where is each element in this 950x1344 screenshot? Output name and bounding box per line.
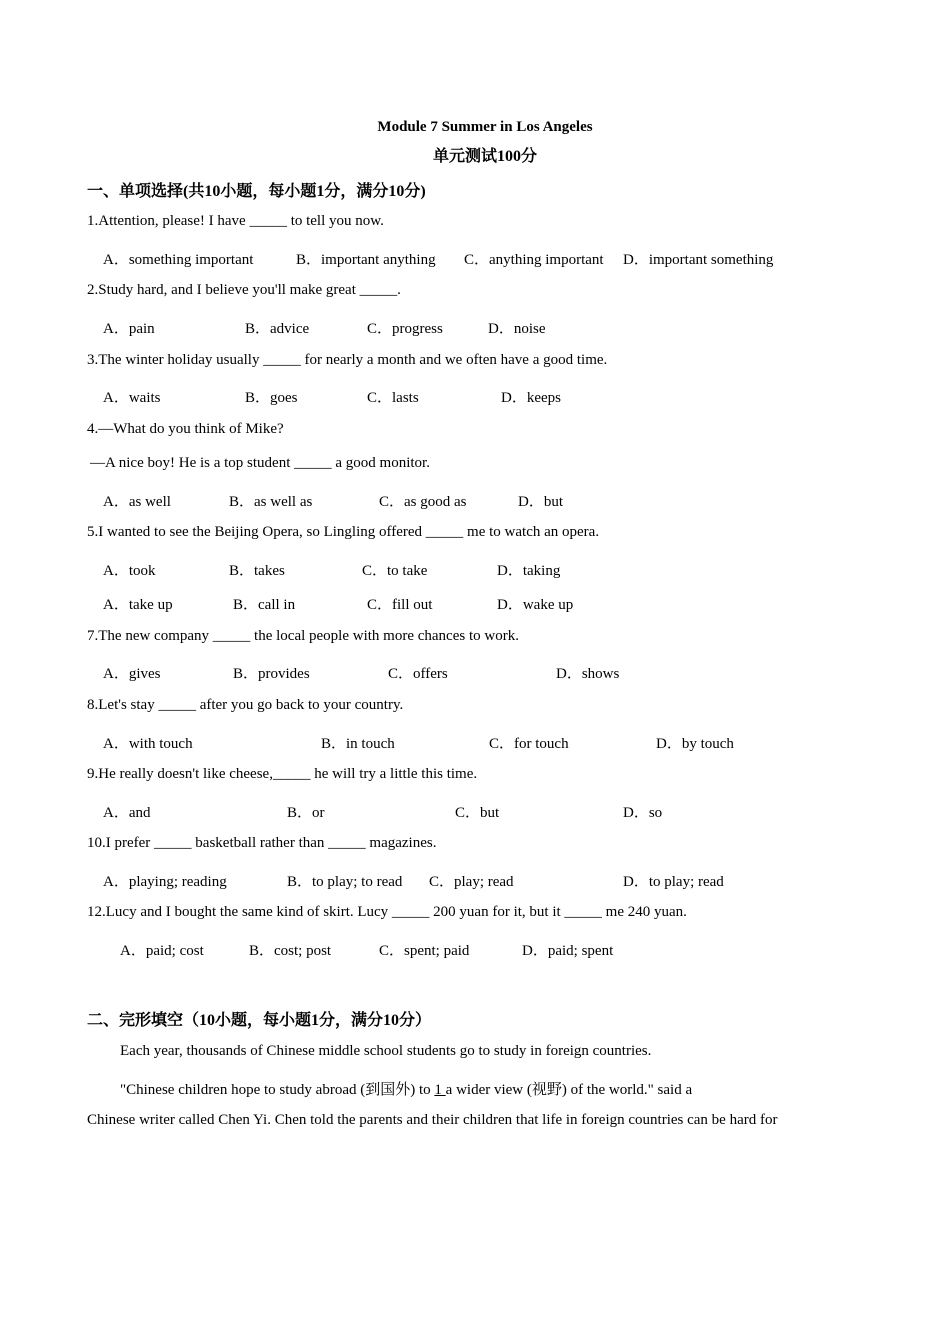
q10-option-a: A．playing; reading <box>103 874 227 890</box>
q2-option-a: A．pain <box>103 321 155 337</box>
q2-option-d: D．noise <box>488 321 546 337</box>
q4-option-a: A．as well <box>103 494 171 510</box>
q12-option-c: C．spent; paid <box>379 943 470 959</box>
passage-line-3: Chinese writer called Chen Yi. Chen told the parents and their children that life in foreign countries can be hard for <box>87 1112 778 1128</box>
question-2-stem: 2.Study hard, and I believe you'll make great _____. <box>87 282 401 298</box>
q5-option-b: B．takes <box>229 563 285 579</box>
q8-option-b: B．in touch <box>321 736 395 752</box>
q10-option-d: D．to play; read <box>623 874 724 890</box>
question-4-stem: 4.—What do you think of Mike? <box>87 421 284 437</box>
question-1-stem: 1.Attention, please! I have _____ to tell you now. <box>87 213 384 229</box>
blank-1: 1 <box>434 1082 446 1098</box>
q7-option-a: A．gives <box>103 666 161 682</box>
q1-option-c: C．anything important <box>464 252 604 268</box>
title-chinese: 单元测试100分 <box>432 148 537 165</box>
q10-option-b: B．to play; to read <box>287 874 403 890</box>
question-12-stem: 12.Lucy and I bought the same kind of skirt. Lucy _____ 200 yuan for it, but it _____ me 240 yuan. <box>87 904 687 920</box>
q5-option-c: C．to take <box>362 563 428 579</box>
passage-line-2 <box>120 1078 692 1099</box>
q8-option-c: C．for touch <box>489 736 569 752</box>
q12-option-a: A．paid; cost <box>120 943 204 959</box>
question-7-stem: 7.The new company _____ the local people with more chances to work. <box>87 628 519 644</box>
q9-option-b: B．or <box>287 805 325 821</box>
q8-option-a: A．with touch <box>103 736 193 752</box>
q3-option-a: A．waits <box>103 390 161 406</box>
q1-option-a: A．something important <box>103 252 254 268</box>
section-1-heading: 一、单项选择(共10小题，每小题1分，满分10分) <box>87 183 426 200</box>
question-5-stem: 5.I wanted to see the Beijing Opera, so Lingling offered _____ me to watch an opera. <box>87 524 600 540</box>
q7-option-b: B．provides <box>233 666 310 682</box>
q1-option-d: D．important something <box>623 252 774 268</box>
q9-option-c: C．but <box>455 805 500 821</box>
question-9-stem: 9.He really doesn't like cheese,_____ he will try a little this time. <box>87 766 478 782</box>
passage-line-1: Each year, thousands of Chinese middle school students go to study in foreign countries. <box>120 1043 652 1059</box>
q6-option-b: B．call in <box>233 597 296 613</box>
q12-option-b: B．cost; post <box>249 943 332 959</box>
q6-option-d: D．wake up <box>497 597 574 613</box>
q4-option-d: D．but <box>518 494 564 510</box>
q3-option-c: C．lasts <box>367 390 419 406</box>
q4-option-b: B．as well as <box>229 494 313 510</box>
q5-option-d: D．taking <box>497 563 561 579</box>
passage-line-2-end: a wider view (视野) of the world." said a <box>445 1082 693 1098</box>
q7-option-d: D．shows <box>556 666 620 682</box>
q9-option-a: A．and <box>103 805 151 821</box>
passage-line-2-start: "Chinese children hope to study abroad (到国外) to <box>120 1082 435 1098</box>
question-4-stem-2: —A nice boy! He is a top student _____ a good monitor. <box>90 455 430 471</box>
section-2-heading: 二、完形填空（10小题，每小题1分，满分10分） <box>87 1012 432 1029</box>
q6-option-a: A．take up <box>103 597 173 613</box>
q5-option-a: A．took <box>103 563 156 579</box>
question-8-stem: 8.Let's stay _____ after you go back to your country. <box>87 697 404 713</box>
title-english: Module 7 Summer in Los Angeles <box>377 119 593 135</box>
q10-option-c: C．play; read <box>429 874 514 890</box>
q3-option-b: B．goes <box>245 390 298 406</box>
q7-option-c: C．offers <box>388 666 448 682</box>
question-3-stem: 3.The winter holiday usually _____ for nearly a month and we often have a good time. <box>87 352 608 368</box>
q1-option-b: B．important anything <box>296 252 436 268</box>
q3-option-d: D．keeps <box>501 390 561 406</box>
question-10-stem: 10.I prefer _____ basketball rather than _____ magazines. <box>87 835 437 851</box>
q2-option-b: B．advice <box>245 321 310 337</box>
q12-option-d: D．paid; spent <box>522 943 614 959</box>
q6-option-c: C．fill out <box>367 597 433 613</box>
q2-option-c: C．progress <box>367 321 443 337</box>
q8-option-d: D．by touch <box>656 736 734 752</box>
q9-option-d: D．so <box>623 805 663 821</box>
q4-option-c: C．as good as <box>379 494 467 510</box>
